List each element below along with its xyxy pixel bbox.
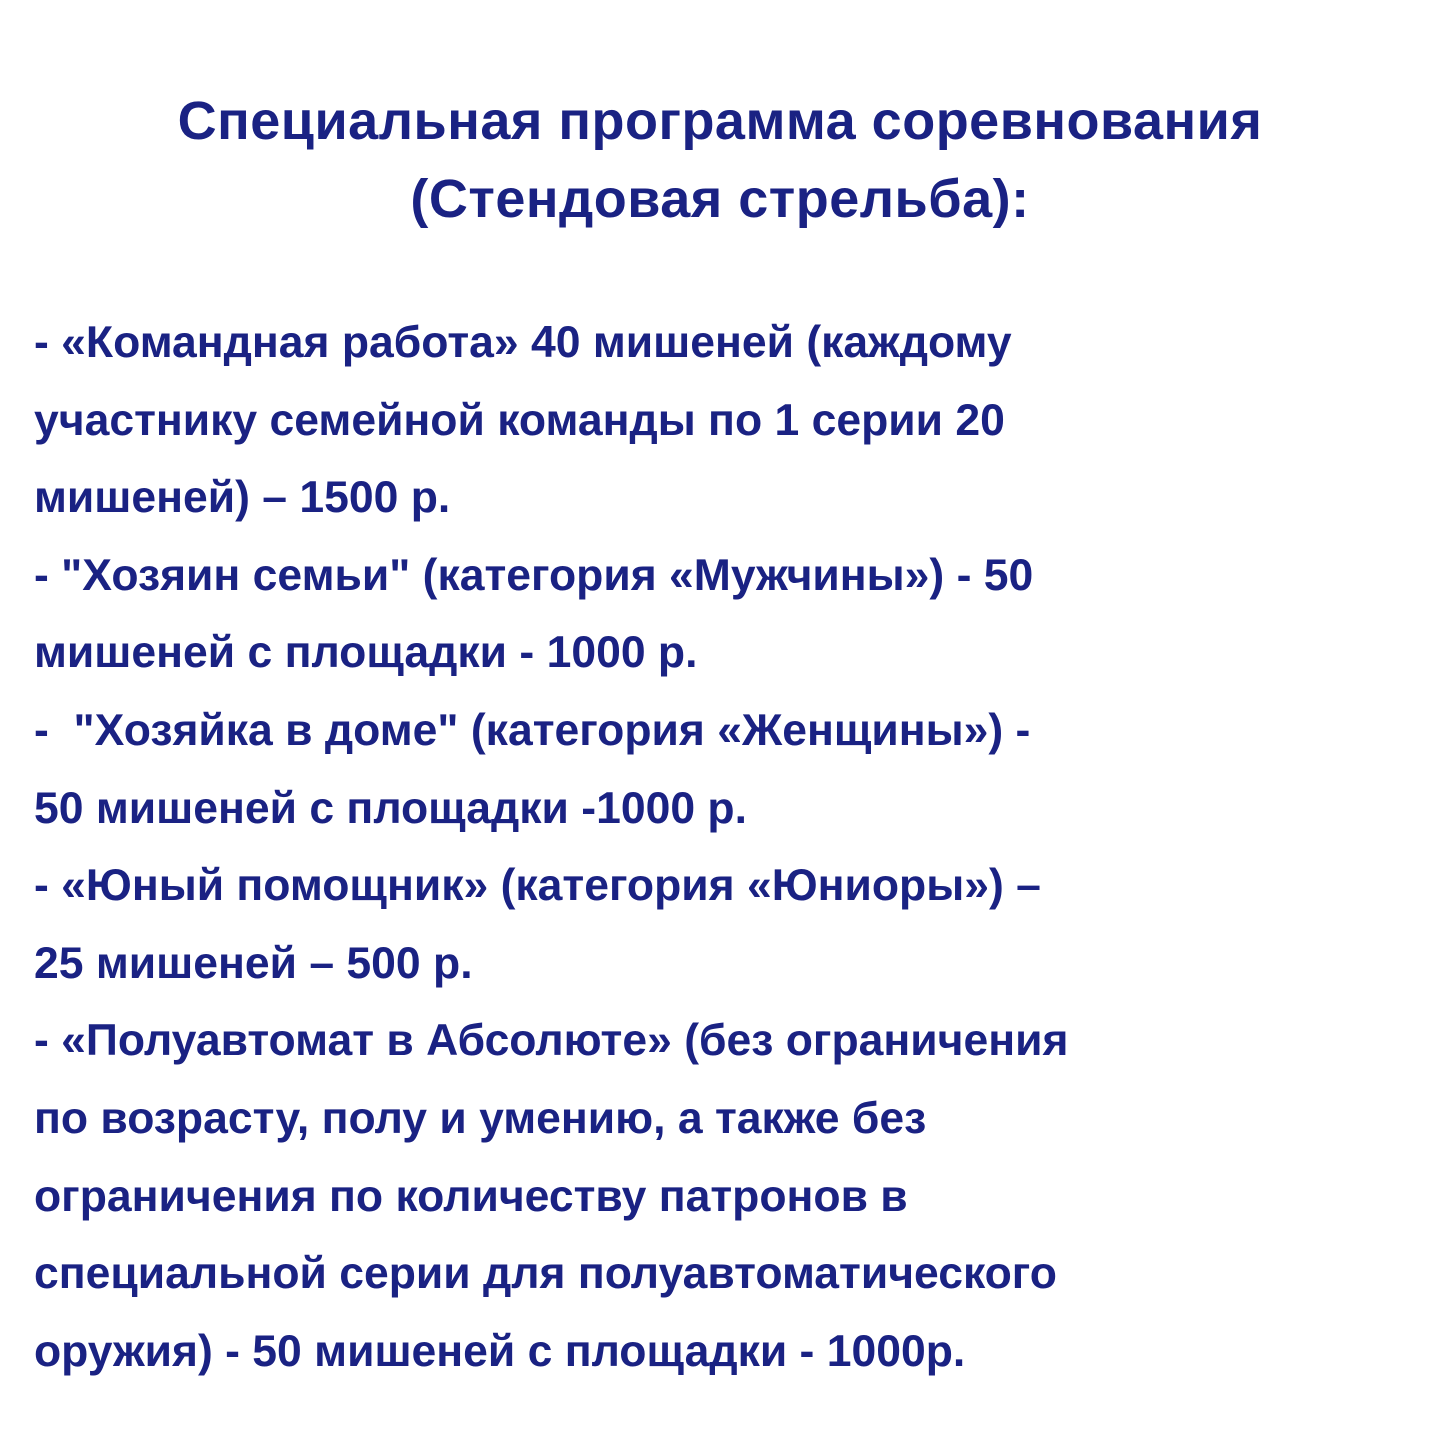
title-line-1: Специальная программа соревнования — [177, 91, 1263, 151]
program-line: по возрасту, полу и умению, а также без — [34, 1093, 927, 1143]
program-line: мишеней) – 1500 р. — [34, 473, 451, 523]
program-line: 25 мишеней – 500 р. — [34, 938, 473, 988]
program-line: - «Командная работа» 40 мишеней (каждому — [34, 318, 1012, 367]
program-line: ограничения по количеству патронов в — [34, 1171, 908, 1221]
program-line: оружия) - 50 мишеней с площадки - 1000р. — [34, 1326, 966, 1376]
program-line: - «Полуавтомат в Абсолюте» (без ограничения — [34, 1016, 1069, 1066]
page-title — [0, 82, 1440, 238]
program-line: - "Хозяйка в доме" (категория «Женщины») - — [34, 705, 1031, 755]
program-line: мишеней с площадки - 1000 р. — [34, 628, 698, 678]
program-list — [34, 304, 1414, 1390]
program-line: - "Хозяин семьи" (категория «Мужчины») - 50 — [34, 550, 1034, 600]
program-line: специальной серии для полуавтоматического — [34, 1249, 1057, 1299]
program-line: 50 мишеней с площадки -1000 р. — [34, 783, 747, 833]
title-line-2: (Стендовая стрельба): — [410, 169, 1030, 229]
program-line: - «Юный помощник» (категория «Юниоры») – — [34, 861, 1041, 911]
program-line: участнику семейной команды по 1 серии 20 — [34, 395, 1005, 445]
